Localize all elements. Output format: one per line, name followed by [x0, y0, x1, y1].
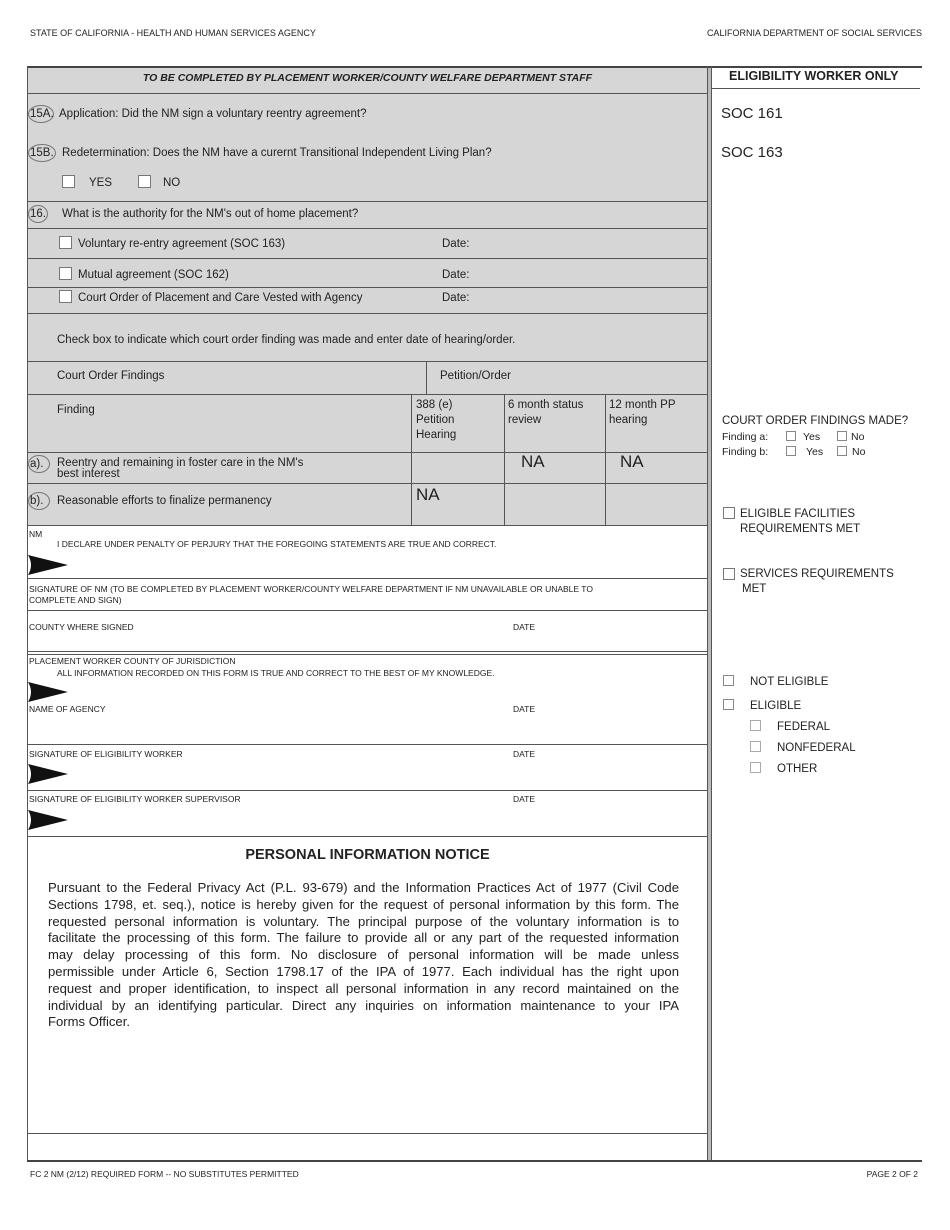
- notice-line: request and proper identification, to inspect all personal information in any record maintained on the: [48, 980, 679, 996]
- mutual-agreement-label: Mutual agreement (SOC 162): [78, 269, 229, 281]
- signature-ew-label: SIGNATURE OF ELIGIBILITY WORKER: [29, 749, 183, 759]
- finding-column-header: Finding: [57, 404, 95, 416]
- finding-b-number: b).: [30, 495, 44, 507]
- court-finding-instruction: Check box to indicate which court order finding was made and enter date of hearing/order.: [57, 334, 516, 346]
- eligible-facilities-label: ELIGIBLE FACILITIES REQUIREMENTS MET: [740, 508, 861, 535]
- finding-a-text: Reentry and remaining in foster care in the NM's best interest: [57, 457, 304, 480]
- q16-number: 16.: [30, 208, 46, 220]
- voluntary-reentry-checkbox[interactable]: [59, 236, 72, 249]
- form-footer: FC 2 NM (2/12) REQUIRED FORM -- NO SUBSTITUTES PERMITTED: [30, 1169, 299, 1179]
- ews-date-label: DATE: [513, 794, 536, 804]
- notice-line: requested personal information is voluntary. The principal purpose of the voluntary information is to: [48, 913, 679, 929]
- q15a-text: Application: Did the NM sign a voluntary reentry agreement?: [59, 108, 367, 120]
- finding-b-yes-label: Yes: [806, 446, 824, 458]
- finding-a-no-checkbox[interactable]: [837, 431, 847, 441]
- finding-a-no-label: No: [851, 431, 865, 443]
- finding-b-no-checkbox[interactable]: [837, 446, 847, 456]
- court-order-label: Court Order of Placement and Care Vested with Agency: [78, 292, 363, 304]
- other-checkbox[interactable]: [750, 762, 761, 773]
- all-information-text: ALL INFORMATION RECORDED ON THIS FORM IS TRUE AND CORRECT TO THE BEST OF MY KNOWLEDGE.: [57, 668, 495, 678]
- petition-order-header: Petition/Order: [440, 370, 511, 382]
- sign-here-arrow-icon: [28, 555, 68, 575]
- sign-here-arrow-icon: [28, 810, 68, 830]
- notice-body: [48, 880, 679, 1031]
- finding-a-number: a).: [30, 458, 44, 470]
- agency-date-label: DATE: [513, 704, 536, 714]
- sign-here-arrow-icon: [28, 682, 68, 702]
- yes-label: YES: [89, 177, 113, 189]
- eligible-label: ELIGIBLE: [750, 700, 802, 712]
- notice-line: facilitate the processing of this form. The failure to provide all or any part of the requested information: [48, 930, 679, 946]
- court-order-checkbox[interactable]: [59, 290, 72, 303]
- notice-line: may delay processing of this form. No disclosure of personal information will be made unless: [48, 947, 679, 963]
- notice-line: Sections 1798, et. seq.), notice is hereby given for the request of personal information by this form. The: [48, 896, 679, 912]
- q15b-number: 15B.: [30, 147, 54, 159]
- eligible-checkbox[interactable]: [723, 699, 734, 710]
- federal-label: FEDERAL: [777, 721, 831, 733]
- mutual-agreement-date-label: Date:: [442, 269, 470, 281]
- notice-line: Pursuant to the Federal Privacy Act (P.L. 93-679) and the Information Practices Act of 1977 (Civil Code: [48, 880, 679, 895]
- not-eligible-label: NOT ELIGIBLE: [750, 676, 829, 688]
- nm-label: NM: [29, 529, 43, 539]
- eligible-facilities-checkbox[interactable]: [723, 507, 735, 519]
- eligibility-worker-title: ELIGIBILITY WORKER ONLY: [729, 69, 899, 83]
- finding-a-12month[interactable]: NA: [620, 452, 644, 471]
- services-requirements-checkbox[interactable]: [723, 568, 735, 580]
- sign-here-arrow-icon: [28, 764, 68, 784]
- soc161-label: SOC 161: [721, 105, 783, 122]
- ew-date-label: DATE: [513, 749, 536, 759]
- signature-ews-label: SIGNATURE OF ELIGIBILITY WORKER SUPERVISOR: [29, 794, 241, 804]
- col-12month-header: 12 month PP hearing: [609, 399, 676, 426]
- page-number: PAGE 2 OF 2: [866, 1169, 918, 1179]
- col-388-header: 388 (e) Petition Hearing: [416, 399, 457, 441]
- no-checkbox[interactable]: [138, 175, 151, 188]
- agency-header: STATE OF CALIFORNIA - HEALTH AND HUMAN SERVICES AGENCY: [30, 28, 316, 38]
- name-of-agency-label: NAME OF AGENCY: [29, 704, 106, 714]
- court-order-findings-header: Court Order Findings: [57, 370, 165, 382]
- finding-b-text: Reasonable efforts to finalize permanency: [57, 495, 272, 507]
- notice-title: PERSONAL INFORMATION NOTICE: [245, 847, 490, 863]
- other-label: OTHER: [777, 763, 818, 775]
- county-date-label: DATE: [513, 622, 536, 632]
- finding-a-label: Finding a:: [722, 431, 769, 443]
- federal-checkbox[interactable]: [750, 720, 761, 731]
- soc163-label: SOC 163: [721, 144, 783, 161]
- court-order-date-label: Date:: [442, 292, 470, 304]
- finding-a-6month[interactable]: NA: [521, 452, 545, 471]
- finding-b-label: Finding b:: [722, 446, 769, 458]
- court-findings-made-label: COURT ORDER FINDINGS MADE?: [722, 415, 909, 427]
- notice-line: individual by an identifying particular. Direct any inquiries on information maintenance to your IPA: [48, 997, 679, 1013]
- nonfederal-label: NONFEDERAL: [777, 742, 856, 754]
- voluntary-reentry-date-label: Date:: [442, 238, 470, 250]
- signature-nm-label: SIGNATURE OF NM (TO BE COMPLETED BY PLACEMENT WORKER/COUNTY WELFARE DEPARTMENT IF NM UNAVAILABLE OR UNABLE TO COMPLETE AND SIGN): [29, 584, 593, 605]
- q15b-text: Redetermination: Does the NM have a curernt Transitional Independent Living Plan?: [62, 147, 492, 159]
- mutual-agreement-checkbox[interactable]: [59, 267, 72, 280]
- finding-b-388[interactable]: NA: [416, 485, 440, 504]
- notice-line: permissible under Article 6, Section 1798.17 of the IPA of 1977. Each individual has the right upon: [48, 963, 679, 979]
- nonfederal-checkbox[interactable]: [750, 741, 761, 752]
- not-eligible-checkbox[interactable]: [723, 675, 734, 686]
- voluntary-reentry-label: Voluntary re-entry agreement (SOC 163): [78, 238, 286, 250]
- q16-text: What is the authority for the NM's out of home placement?: [62, 208, 359, 220]
- notice-line: Forms Officer.: [48, 1014, 130, 1030]
- finding-b-yes-checkbox[interactable]: [786, 446, 796, 456]
- col-6month-header: 6 month status review: [508, 399, 584, 426]
- staff-section-title: TO BE COMPLETED BY PLACEMENT WORKER/COUNTY WELFARE DEPARTMENT STAFF: [142, 72, 593, 84]
- services-requirements-label: SERVICES REQUIREMENTS MET: [740, 568, 894, 595]
- finding-b-no-label: No: [852, 446, 866, 458]
- finding-a-yes-label: Yes: [803, 431, 821, 443]
- finding-a-yes-checkbox[interactable]: [786, 431, 796, 441]
- placement-worker-label: PLACEMENT WORKER COUNTY OF JURISDICTION: [29, 656, 236, 666]
- q15a-number: 15A.: [30, 108, 54, 120]
- no-label: NO: [163, 177, 181, 189]
- department-header: CALIFORNIA DEPARTMENT OF SOCIAL SERVICES: [706, 28, 922, 38]
- declaration-text: I DECLARE UNDER PENALTY OF PERJURY THAT THE FOREGOING STATEMENTS ARE TRUE AND CORRECT.: [57, 539, 497, 549]
- county-where-signed-label: COUNTY WHERE SIGNED: [29, 622, 134, 632]
- yes-checkbox[interactable]: [62, 175, 75, 188]
